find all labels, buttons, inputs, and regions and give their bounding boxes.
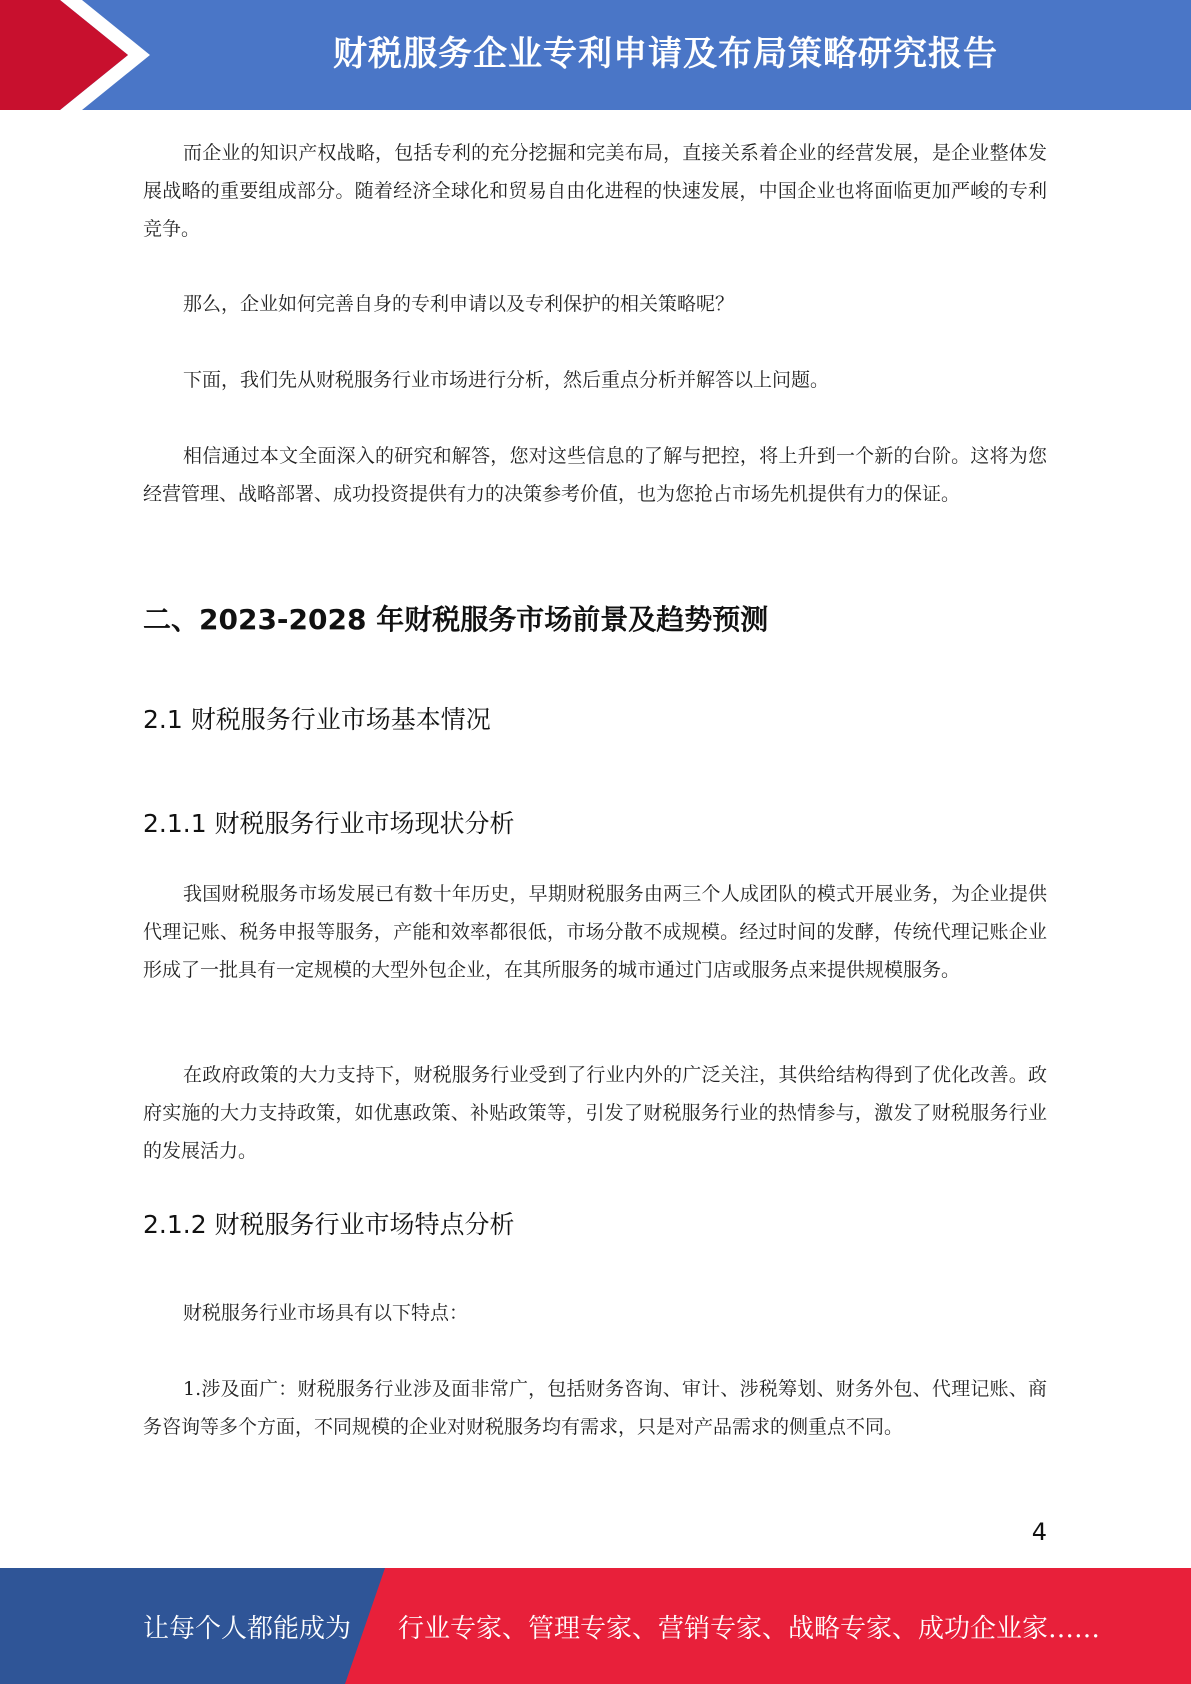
paragraph: 相信通过本文全面深入的研究和解答，您对这些信息的了解与把控，将上升到一个新的台阶。这将为您经营管理、战略部署、成功投资提供有力的决策参考价值，也为您抢占市场先机提供有力的保证。	[143, 445, 1047, 505]
page-footer	[0, 1568, 1191, 1684]
header-red-block	[0, 0, 60, 110]
paragraph: 1.涉及面广：财税服务行业涉及面非常广，包括财务咨询、审计、涉税筹划、财务外包、代理记账、商务咨询等多个方面，不同规模的企业对财税服务均有需求，只是对产品需求的侧重点不同。	[143, 1378, 1047, 1438]
page-number: 4	[1031, 1518, 1047, 1546]
header-chevron-icon	[60, 0, 160, 110]
page-header	[0, 0, 1191, 110]
document-title: 财税服务企业专利申请及布局策略研究报告	[333, 34, 998, 74]
paragraph: 我国财税服务市场发展已有数十年历史，早期财税服务由两三个人成团队的模式开展业务，为企业提供代理记账、税务申报等服务，产能和效率都很低，市场分散不成规模。经过时间的发酵，传统代理记账企业形成了一批具有一定规模的大型外包企业，在其所服务的城市通过门店或服务点来提供规模服务。	[143, 883, 1047, 981]
subsubsection-heading: 2.1.1 财税服务行业市场现状分析	[143, 809, 515, 838]
subsection-heading: 2.1 财税服务行业市场基本情况	[143, 705, 491, 734]
section-heading: 二、2023-2028 年财税服务市场前景及趋势预测	[143, 603, 769, 636]
paragraph: 那么，企业如何完善自身的专利申请以及专利保护的相关策略呢？	[183, 293, 735, 315]
paragraph: 财税服务行业市场具有以下特点：	[183, 1302, 469, 1324]
paragraph: 下面，我们先从财税服务行业市场进行分析，然后重点分析并解答以上问题。	[183, 369, 830, 391]
footer-slogan-left: 让每个人都能成为	[143, 1614, 352, 1644]
paragraph: 在政府政策的大力支持下，财税服务行业受到了行业内外的广泛关注，其供给结构得到了优化改善。政府实施的大力支持政策，如优惠政策、补贴政策等，引发了财税服务行业的热情参与，激发了财税服务行业的发展活力。	[143, 1064, 1047, 1162]
paragraph: 而企业的知识产权战略，包括专利的充分挖掘和完美布局，直接关系着企业的经营发展，是企业整体发展战略的重要组成部分。随着经济全球化和贸易自由化进程的快速发展，中国企业也将面临更加严峻的专利竞争。	[143, 142, 1047, 240]
footer-slogan-right: 行业专家、管理专家、营销专家、战略专家、成功企业家……	[398, 1614, 1101, 1644]
subsubsection-heading: 2.1.2 财税服务行业市场特点分析	[143, 1210, 515, 1239]
